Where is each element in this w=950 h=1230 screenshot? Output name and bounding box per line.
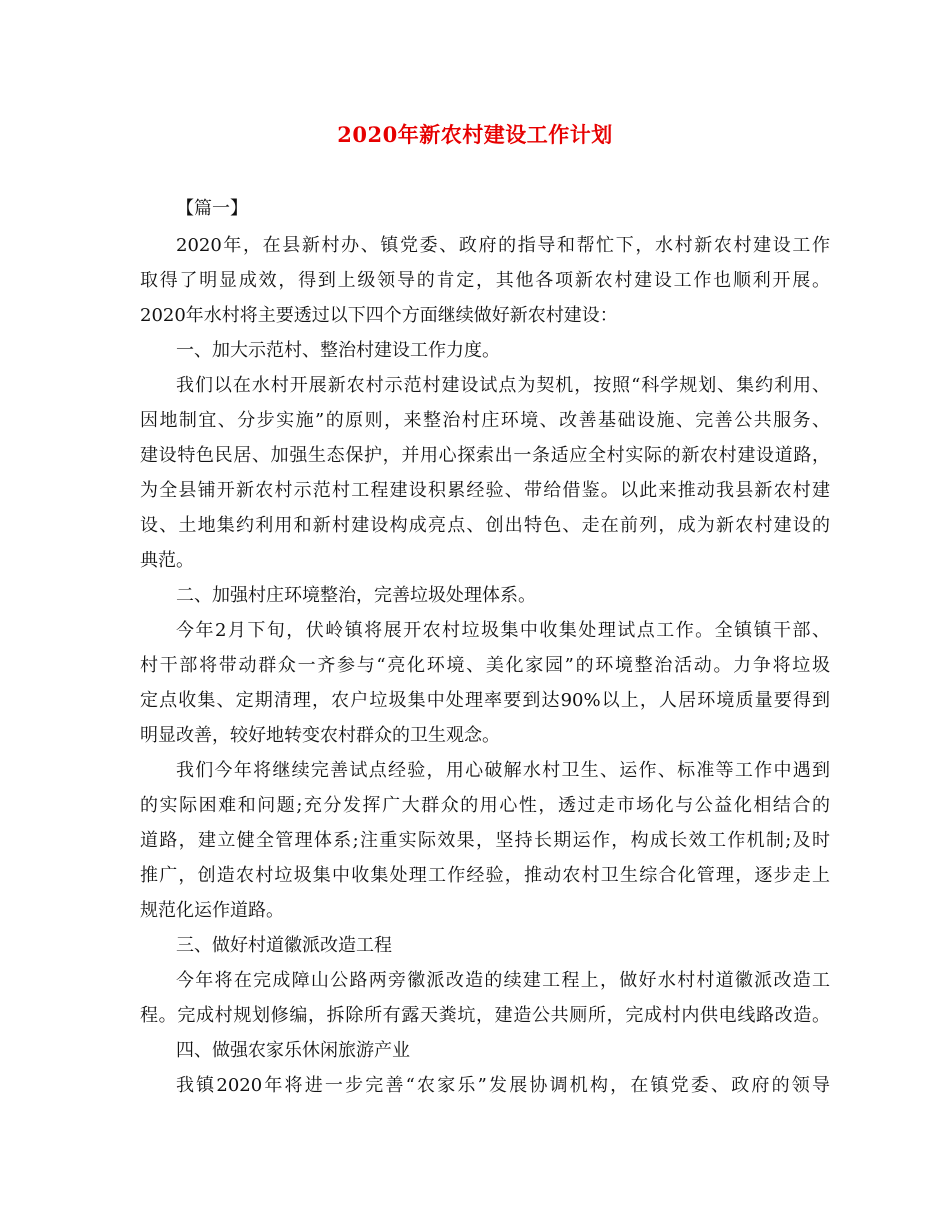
text-line: 程。完成村规划修编，拆除所有露天粪坑，建造公共厕所，完成村内供电线路改造。 — [140, 1005, 830, 1026]
text-line: 我们以在水村开展新农村示范村建设试点为契机，按照“科学规划、集约利用、 — [176, 375, 830, 396]
text-line: 取得了明显成效，得到上级领导的肯定，其他各项新农村建设工作也顺利开展。 — [140, 270, 830, 291]
document-title: 2020年新农村建设工作计划 — [337, 122, 613, 147]
subheading: 四、做强农家乐休闲旅游产业 — [176, 1040, 410, 1061]
text-line: 建设特色民居、加强生态保护，并用心探索出一条适应全村实际的新农村建设道路， — [140, 445, 830, 466]
text-line: 今年2月下旬，伏岭镇将展开农村垃圾集中收集处理试点工作。全镇镇干部、 — [176, 620, 830, 641]
text-line: 明显改善，较好地转变农村群众的卫生观念。 — [140, 725, 500, 746]
section-heading: 【篇一】 — [176, 198, 248, 219]
text-line: 的实际困难和问题;充分发挥广大群众的用心性，透过走市场化与公益化相结合的 — [140, 795, 830, 816]
text-line: 为全县铺开新农村示范村工程建设积累经验、带给借鉴。以此来推动我县新农村建 — [140, 480, 830, 501]
text-line: 设、土地集约利用和新村建设构成亮点、创出特色、走在前列，成为新农村建设的 — [140, 515, 830, 536]
text-line: 推广，创造农村垃圾集中收集处理工作经验，推动农村卫生综合化管理，逐步走上 — [140, 865, 830, 886]
subheading: 二、加强村庄环境整治，完善垃圾处理体系。 — [176, 585, 536, 606]
text-line: 道路，建立健全管理体系;注重实际效果，坚持长期运作，构成长效工作机制;及时 — [140, 830, 830, 851]
text-line: 典范。 — [140, 550, 194, 571]
text-line: 2020年，在县新村办、镇党委、政府的指导和帮忙下，水村新农村建设工作 — [176, 235, 830, 256]
text-line: 我镇2020年将进一步完善“农家乐”发展协调机构，在镇党委、政府的领导 — [176, 1075, 830, 1096]
subheading: 一、加大示范村、整治村建设工作力度。 — [176, 340, 500, 361]
text-line: 今年将在完成障山公路两旁徽派改造的续建工程上，做好水村村道徽派改造工 — [176, 970, 830, 991]
text-line: 我们今年将继续完善试点经验，用心破解水村卫生、运作、标准等工作中遇到 — [176, 760, 830, 781]
text-line: 定点收集、定期清理，农户垃圾集中处理率要到达90%以上，人居环境质量要得到 — [140, 690, 830, 711]
text-line: 村干部将带动群众一齐参与“亮化环境、美化家园”的环境整治活动。力争将垃圾 — [140, 655, 830, 676]
text-line: 规范化运作道路。 — [140, 900, 284, 921]
subheading: 三、做好村道徽派改造工程 — [176, 935, 392, 956]
text-line: 因地制宜、分步实施”的原则，来整治村庄环境、改善基础设施、完善公共服务、 — [140, 410, 830, 431]
text-line: 2020年水村将主要透过以下四个方面继续做好新农村建设： — [140, 305, 618, 326]
